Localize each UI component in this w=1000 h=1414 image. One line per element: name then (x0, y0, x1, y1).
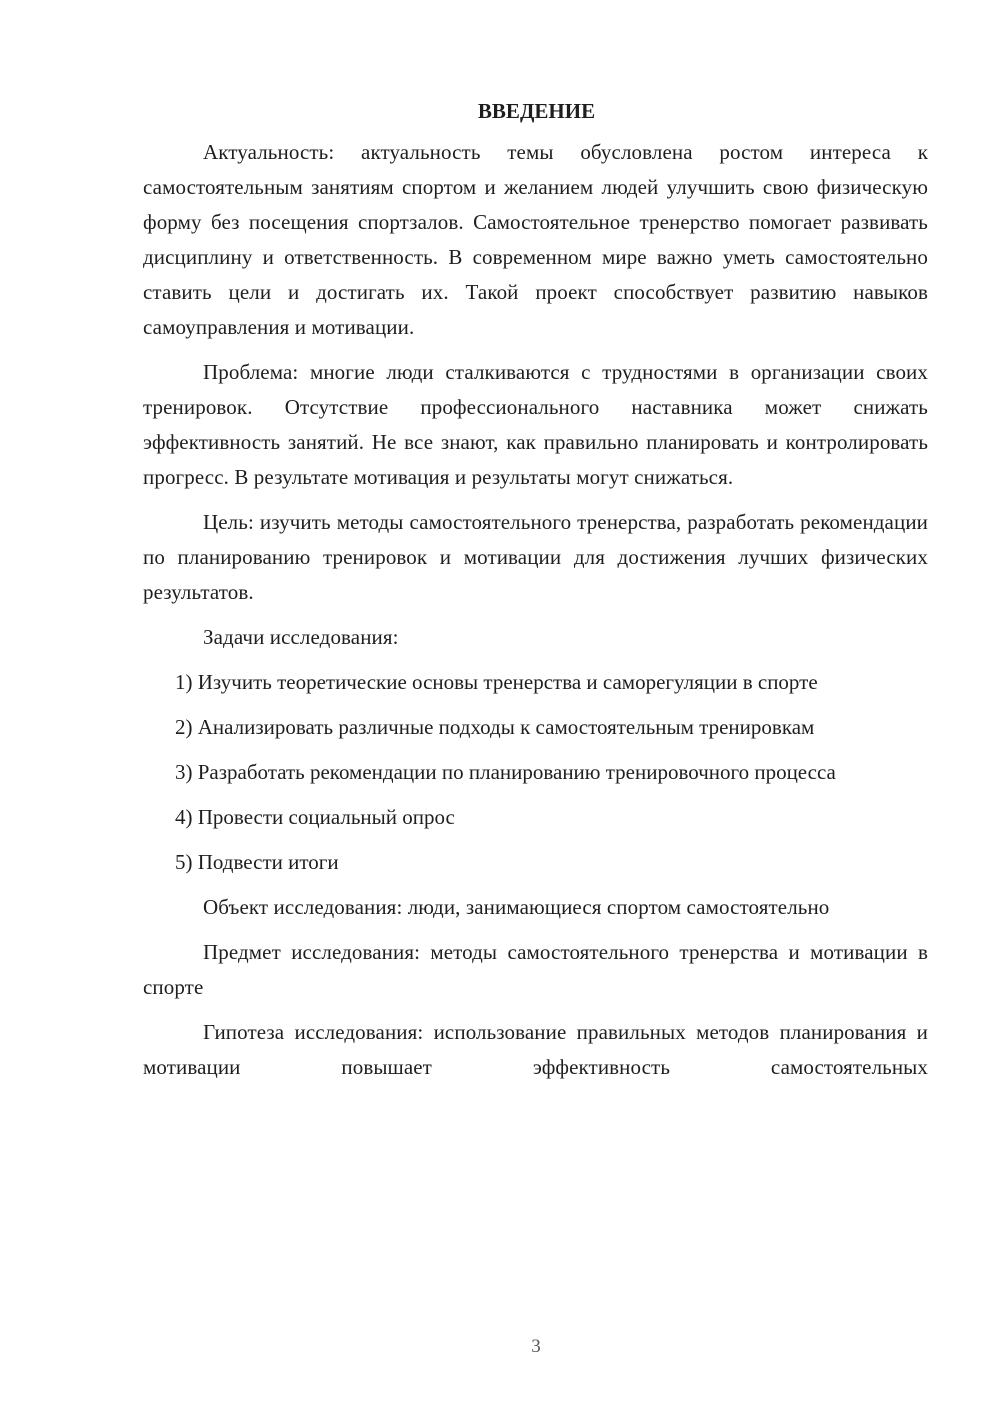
object-paragraph: Объект исследования: люди, занимающиеся спортом самостоятельно (203, 895, 830, 919)
task-item: 5) Подвести итоги (175, 850, 339, 874)
problem-paragraph: Проблема: многие люди сталкиваются с трудностями в организации своих тренировок. Отсутствие профессионального наставника может снижать эффективность занятий. Не все знают, как правильно планировать и контролировать прогресс. В результате мотивация и результаты могут снижаться. (143, 360, 928, 489)
subject-paragraph: Предмет исследования: методы самостоятельного тренерства и мотивации в спорте (143, 940, 928, 999)
relevance-paragraph: Актуальность: актуальность темы обусловлена ростом интереса к самостоятельным занятиям спортом и желанием людей улучшить свою физическую форму без посещения спортзалов. Самостоятельное тренерство помогает развивать дисциплину и ответственность. В современном мире важно уметь самостоятельно ставить цели и достигать их. Такой проект способствует развитию навыков самоуправления и мотивации. (143, 140, 928, 339)
task-item: 4) Провести социальный опрос (175, 805, 455, 829)
task-item: 3) Разработать рекомендации по планированию тренировочного процесса (175, 760, 836, 784)
hypothesis-paragraph: Гипотеза исследования: использование правильных методов планирования и мотивации повышает эффективность самостоятельных (143, 1020, 928, 1079)
task-item: 1) Изучить теоретические основы тренерства и саморегуляции в спорте (175, 670, 818, 694)
page-number: 3 (531, 1336, 541, 1357)
goal-paragraph: Цель: изучить методы самостоятельного тренерства, разработать рекомендации по планированию тренировок и мотивации для достижения лучших физических результатов. (143, 510, 928, 604)
task-item: 2) Анализировать различные подходы к самостоятельным тренировкам (175, 715, 815, 739)
tasks-heading: Задачи исследования: (203, 625, 399, 649)
section-title: ВВЕДЕНИЕ (477, 99, 596, 123)
document-body (143, 94, 928, 1095)
